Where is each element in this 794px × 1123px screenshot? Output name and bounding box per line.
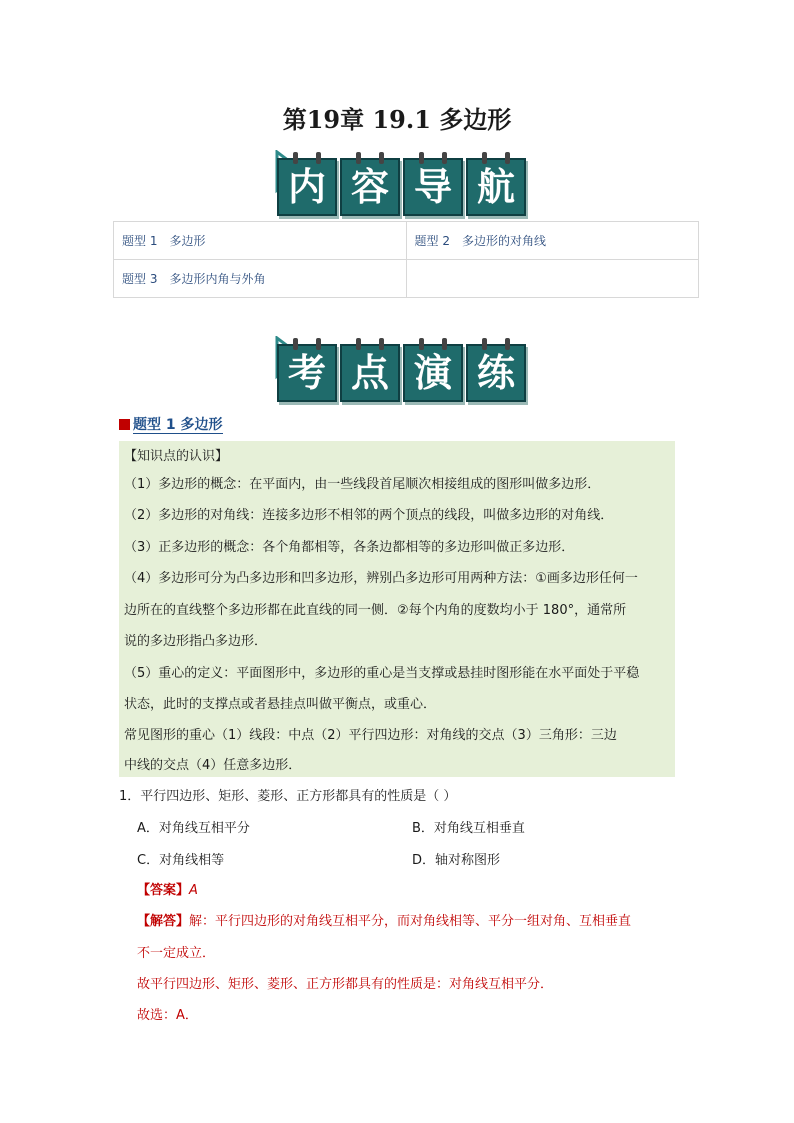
nav-table: [113, 221, 699, 298]
nav-cell-label: 题型 3: [122, 272, 158, 286]
nav-cell-empty: [406, 260, 699, 298]
option-a[interactable]: A．对角线互相平分: [137, 821, 250, 836]
banner-content-nav: [271, 150, 523, 218]
nav-cell-3[interactable]: [114, 260, 407, 298]
analysis-label: 【解答】: [137, 914, 190, 929]
banner-tile: 容: [340, 158, 400, 216]
banner-tile: 演: [403, 344, 463, 402]
knowledge-line: （4）多边形可分为凸多边形和凹多边形，辨别凸多边形可用两种方法：①画多边形任何一: [124, 571, 638, 586]
answer-line: [137, 879, 198, 898]
banner-tile: 导: [403, 158, 463, 216]
knowledge-line: 状态，此时的支撑点或者悬挂点叫做平衡点，或重心．: [124, 697, 437, 712]
nav-cell-1[interactable]: [114, 222, 407, 260]
option-d[interactable]: D．轴对称图形: [412, 853, 501, 868]
banner-tile: 内: [277, 158, 337, 216]
section-heading: [119, 414, 223, 434]
knowledge-line: （3）正多边形的概念：各个角都相等，各条边都相等的多边形叫做正多边形．: [124, 540, 575, 555]
knowledge-line: （5）重心的定义：平面图形中，多边形的重心是当支撑或悬挂时图形能在水平面处于平稳: [124, 666, 640, 681]
knowledge-line: （2）多边形的对角线：连接多边形不相邻的两个顶点的线段，叫做多边形的对角线．: [124, 508, 614, 523]
knowledge-line: （1）多边形的概念：在平面内，由一些线段首尾顺次相接组成的图形叫做多边形．: [124, 477, 601, 492]
banner-tile: 点: [340, 344, 400, 402]
knowledge-line: 中线的交点（4）任意多边形．: [124, 758, 302, 773]
banner-practice: [271, 336, 523, 404]
banner-tile: 航: [466, 158, 526, 216]
section-marker-icon: [119, 419, 130, 430]
analysis-line: 故选：A．: [137, 1008, 198, 1023]
knowledge-heading: 【知识点的认识】: [124, 449, 229, 464]
analysis-line: [137, 910, 631, 929]
nav-cell-2[interactable]: [406, 222, 699, 260]
option-c[interactable]: C．对角线相等: [137, 853, 225, 868]
nav-cell-label: 题型 2: [414, 234, 450, 248]
nav-cell-text: 多边形内角与外角: [169, 272, 266, 286]
nav-cell-label: 题型 1: [122, 234, 158, 248]
page-title: 第19章 19.1 多边形: [282, 105, 512, 134]
analysis-text: 解：平行四边形的对角线互相平分，而对角线相等、平分一组对角、互相垂直: [189, 914, 632, 929]
knowledge-line: 边所在的直线整个多边形都在此直线的同一侧．②每个内角的度数均小于 180°，通常所: [124, 603, 627, 618]
banner-tile: 练: [466, 344, 526, 402]
knowledge-line: 常见图形的重心（1）线段：中点（2）平行四边形：对角线的交点（3）三角形：三边: [124, 728, 617, 743]
knowledge-line: 说的多边形指凸多边形．: [124, 634, 268, 649]
banner-tile: 考: [277, 344, 337, 402]
knowledge-box: [119, 441, 675, 777]
nav-cell-text: 多边形: [169, 234, 206, 248]
option-b[interactable]: B．对角线互相垂直: [412, 821, 525, 836]
question-stem: 1．平行四边形、矩形、菱形、正方形都具有的性质是（ ）: [119, 789, 457, 804]
answer-value: A: [189, 883, 198, 898]
analysis-line: 故平行四边形、矩形、菱形、正方形都具有的性质是：对角线互相平分．: [137, 977, 554, 992]
section-title: 题型 1 多边形: [133, 417, 223, 433]
answer-label: 【答案】: [137, 883, 190, 898]
nav-cell-text: 多边形的对角线: [461, 234, 546, 248]
analysis-line: 不一定成立．: [137, 946, 216, 961]
